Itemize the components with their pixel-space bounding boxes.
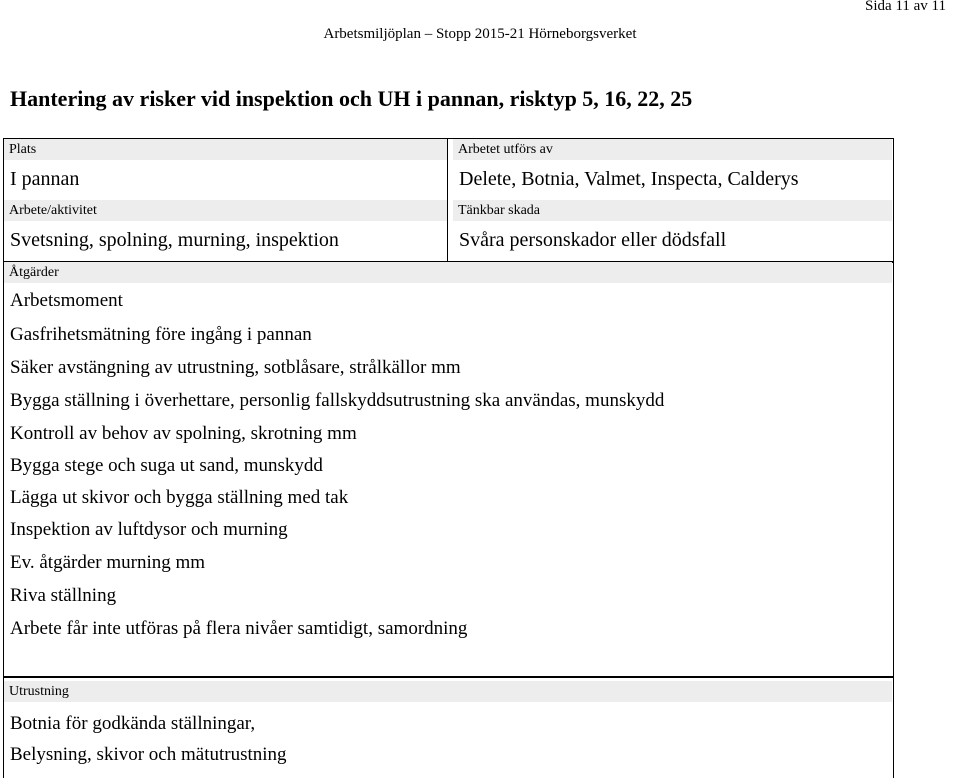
utrustning-line: Botnia för godkända ställningar, — [10, 713, 256, 734]
atgarder-line: Gasfrihetsmätning före ingång i pannan — [10, 324, 312, 345]
utfors-label: Arbetet utförs av — [453, 139, 892, 160]
atgarder-line: Arbetsmoment — [10, 290, 123, 311]
atgarder-line: Kontroll av behov av spolning, skrotning mm — [10, 423, 357, 444]
aktivitet-label: Arbete/aktivitet — [4, 200, 447, 221]
utfors-value: Delete, Botnia, Valmet, Inspecta, Calderys — [459, 168, 799, 190]
plats-label: Plats — [4, 139, 447, 160]
utrustning-label: Utrustning — [4, 681, 892, 702]
atgarder-label: Åtgärder — [4, 262, 892, 283]
atgarder-line: Arbete får inte utföras på flera nivåer samtidigt, samordning — [10, 618, 468, 639]
utrustning-line: Belysning, skivor och mätutrustning — [10, 744, 287, 765]
page-title: Hantering av risker vid inspektion och UH i pannan, risktyp 5, 16, 22, 25 — [10, 86, 693, 111]
skada-label: Tänkbar skada — [453, 200, 892, 221]
atgarder-line: Ev. åtgärder murning mm — [10, 552, 206, 573]
atgarder-line: Inspektion av luftdysor och murning — [10, 519, 288, 540]
atgarder-line: Säker avstängning av utrustning, sotblåsare, strålkällor mm — [10, 357, 461, 378]
atgarder-line: Lägga ut skivor och bygga ställning med tak — [10, 487, 349, 508]
column-divider — [447, 138, 448, 261]
page-header: Arbetsmiljöplan – Stopp 2015-21 Hörneborgsverket — [323, 26, 637, 42]
skada-value: Svåra personskador eller dödsfall — [459, 229, 727, 251]
atgarder-line: Bygga stege och suga ut sand, munskydd — [10, 455, 323, 476]
atgarder-line: Riva ställning — [10, 585, 117, 606]
plats-value: I pannan — [10, 168, 80, 190]
aktivitet-value: Svetsning, spolning, murning, inspektion — [10, 229, 339, 251]
atgarder-line: Bygga ställning i överhettare, personlig fallskyddsutrustning ska användas, munskydd — [10, 390, 665, 411]
page-number: Sida 11 av 11 — [865, 0, 946, 14]
